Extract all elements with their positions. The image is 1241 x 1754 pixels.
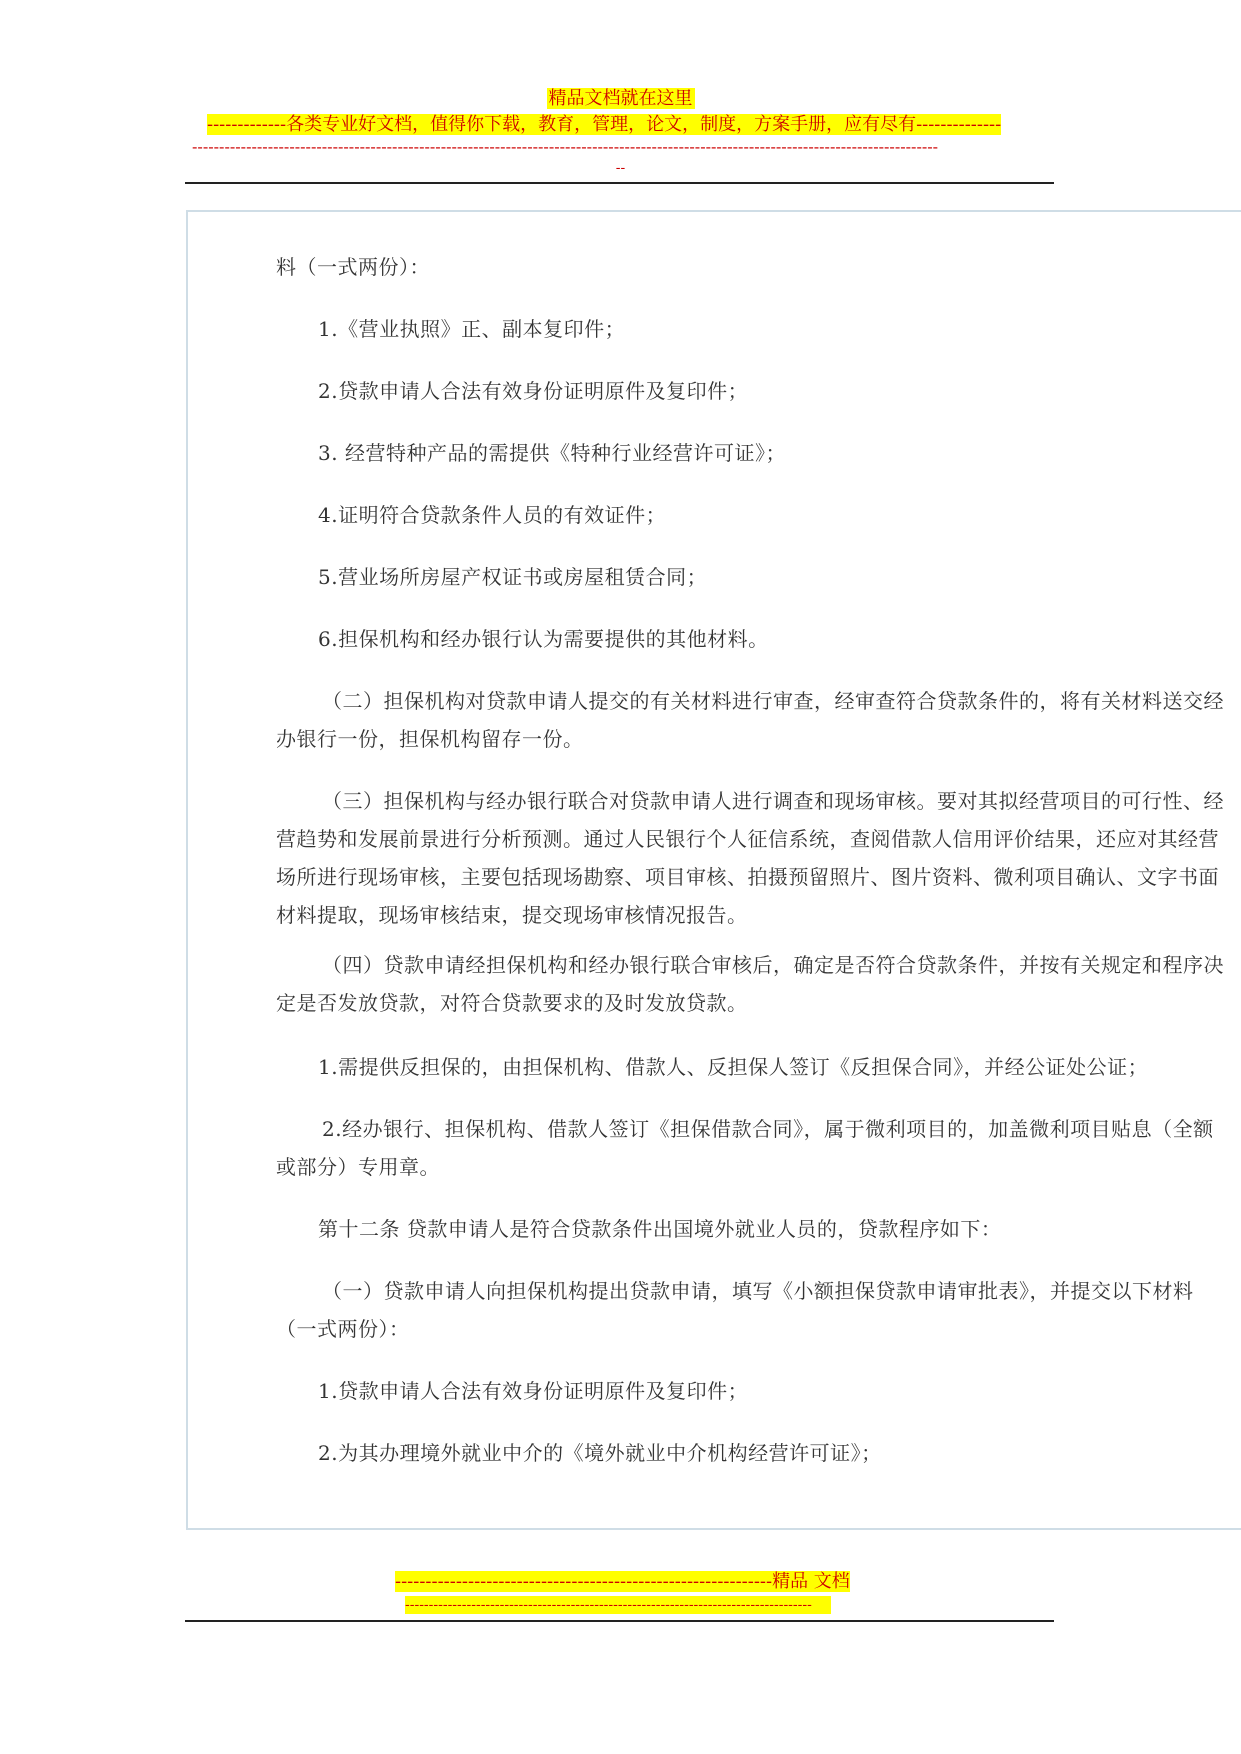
list-item-special-permit: 3. 经营特种产品的需提供《特种行业经营许可证》；: [318, 441, 786, 465]
header-slogan: -------------各类专业好文档，值得你下载，教育，管理，论文，制度，方案手册，应有尽有--------------: [207, 114, 1002, 135]
list-item-property-lease: 5.营业场所房屋产权证书或房屋租赁合同；: [318, 565, 708, 589]
list-item-counter-guarantee: 1.需提供反担保的，由担保机构、借款人、反担保人签订《反担保合同》，并经公证处公证；: [318, 1055, 1149, 1079]
paragraph-guarantee-contract: 2.经办银行、担保机构、借款人签订《担保借款合同》，属于微利项目的，加盖微利项目贴息（全额或部分）专用章。: [276, 1117, 1214, 1179]
header-title-wrap: [0, 88, 1241, 110]
footer-line-1-wrap: [395, 1570, 850, 1594]
paragraph-review: （二）担保机构对贷款申请人提交的有关材料进行审查，经审查符合贷款条件的，将有关材料送交经办银行一份，担保机构留存一份。: [276, 689, 1224, 751]
header-dash-line-2: --: [615, 160, 626, 176]
header-title: 精品文档就在这里: [548, 88, 693, 109]
article-twelve-heading: 第十二条 贷款申请人是符合贷款条件出国境外就业人员的，贷款程序如下：: [318, 1217, 1002, 1241]
paragraph-joint-investigation: （三）担保机构与经办银行联合对贷款申请人进行调查和现场审核。要对其拟经营项目的可行性、经营趋势和发展前景进行分析预测。通过人民银行个人征信系统，查阅借款人信用评价结果，还应对其经营场所进行现场审核，主要包括现场勘察、项目审核、拍摄预留照片、图片资料、微利项目确认、文字书面材料提取，现场审核结束，提交现场审核情况报告。: [276, 789, 1224, 927]
list-item-identity-proof: 2.贷款申请人合法有效身份证明原件及复印件；: [318, 379, 749, 403]
paragraph-loan-decision: （四）贷款申请经担保机构和经办银行联合审核后，确定是否符合贷款条件，并按有关规定和程序决定是否发放贷款，对符合贷款要求的及时发放贷款。: [276, 953, 1224, 1015]
paragraph-application: （一）贷款申请人向担保机构提出贷款申请，填写《小额担保贷款申请审批表》，并提交以下材料（一式两份）：: [276, 1279, 1194, 1341]
list-item-overseas-permit: 2.为其办理境外就业中介的《境外就业中介机构经营许可证》；: [318, 1441, 882, 1465]
list-item-identity-proof-2: 1.贷款申请人合法有效身份证明原件及复印件；: [318, 1379, 749, 1403]
header-divider: [185, 182, 1054, 184]
paragraph-materials-tail: 料（一式两份）：: [276, 255, 430, 279]
footer-line-1: --------------------------------------------------------------精品 文档: [395, 1571, 850, 1592]
list-item-business-license: 1.《营业执照》正、副本复印件；: [318, 317, 626, 341]
header-dash-line: ------------------------------------------------------------------------------------------------------------------------------------------: [192, 137, 939, 156]
footer-line-2: --------------------------------------------------------------------------------------: [405, 1596, 831, 1614]
header-slogan-wrap: [207, 114, 1001, 136]
footer-divider: [185, 1620, 1054, 1622]
list-item-valid-certificate: 4.证明符合贷款条件人员的有效证件；: [318, 503, 667, 527]
list-item-other-materials: 6.担保机构和经办银行认为需要提供的其他材料。: [318, 627, 769, 651]
